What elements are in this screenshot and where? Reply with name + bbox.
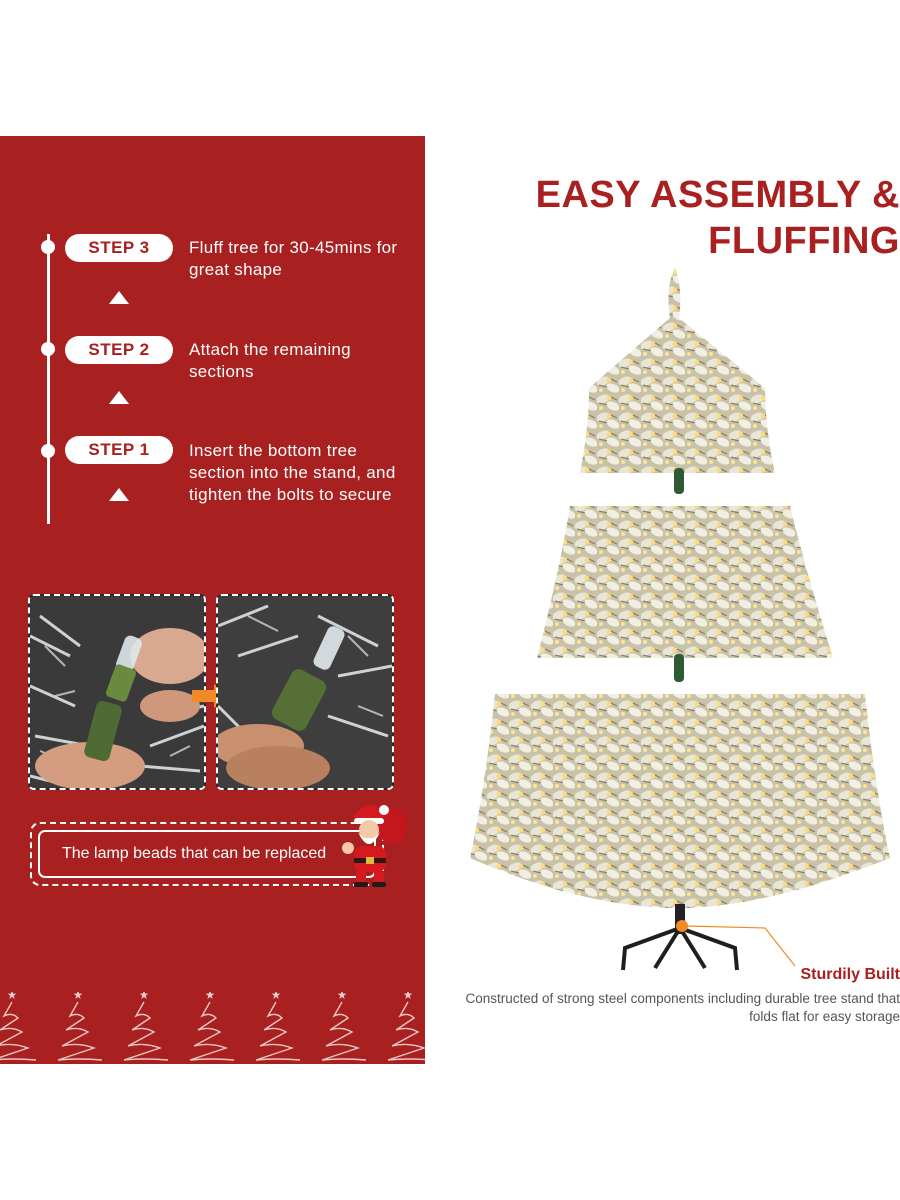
step-3-text: Fluff tree for 30-45mins for great shape (189, 238, 398, 279)
feature-title: Sturdily Built (800, 966, 900, 983)
bulb-removal-photo (28, 594, 206, 790)
step-3-badge: STEP 3 (65, 234, 173, 262)
step-1-text: Insert the bottom tree section into the stand, and tighten the bolts to secure (189, 441, 396, 504)
title-line-2: FLUFFING (708, 220, 900, 262)
timeline-dot (41, 342, 55, 356)
bulb-installed-photo (216, 594, 394, 790)
title-line-1: EASY ASSEMBLY & (535, 174, 900, 216)
tree-sections-illustration (465, 268, 895, 978)
arrow-up-icon (109, 391, 129, 404)
santa-icon (338, 796, 408, 888)
step-2-badge: STEP 2 (65, 336, 173, 364)
timeline-dot (41, 240, 55, 254)
timeline-line (47, 234, 50, 524)
timeline-dot (41, 444, 55, 458)
arrow-up-icon (109, 291, 129, 304)
arrow-up-icon (109, 488, 129, 501)
feature-description: Constructed of strong steel components including durable tree stand that folds flat for easy storage (465, 991, 900, 1024)
caption-text: The lamp beads that can be replaced (38, 830, 376, 878)
caption-box (30, 822, 384, 886)
step-2-text: Attach the remaining sections (189, 340, 351, 381)
step-1-badge: STEP 1 (65, 436, 173, 464)
page-title (460, 172, 900, 264)
steps-panel (0, 136, 425, 1064)
christmas-tree-icon (0, 992, 425, 1064)
